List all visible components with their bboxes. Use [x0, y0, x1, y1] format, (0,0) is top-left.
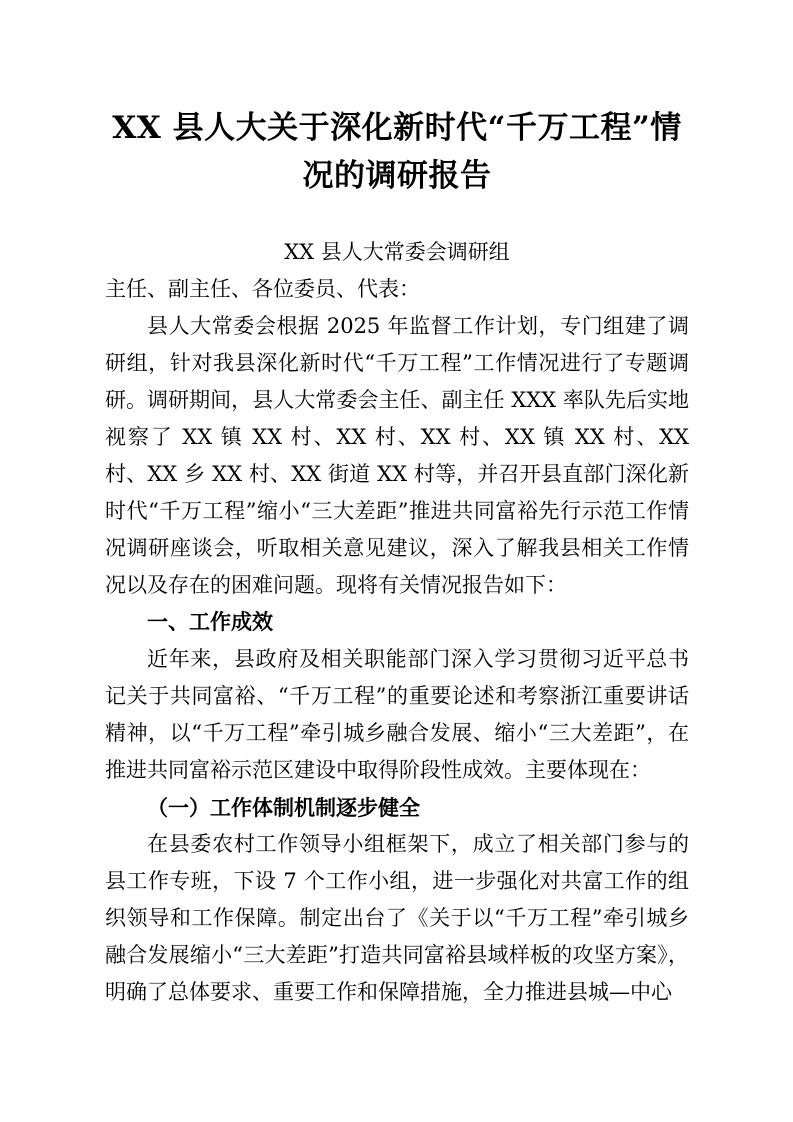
- document-content: [105, 0, 689, 1011]
- section-1-heading: 一、工作成效: [147, 610, 273, 634]
- subsection-1-1-heading: （一）工作体制机制逐步健全: [147, 795, 420, 820]
- salutation: 主任、副主任、各位委员、代表：: [105, 277, 420, 301]
- intro-paragraph: 县人大常委会根据 2025 年监督工作计划，专门组建了调研组，针对我县深化新时代“千万工程”工作情况进行了专题调研。调研期间，县人大常委会主任、副主任 XXX 率队先后实地视察了 XX 镇 XX 村、XX 村、XX 村、XX 镇 XX 村、XX 村、XX 乡 XX 村、XX 街道 XX 村等，并召开县直部门深化新时代“千万工程”缩小“三大差距”推进共同富裕先行示范工作情况调研座谈会，听取相关意见建议，深入了解我县相关工作情况以及存在的困难问题。现将有关情况报告如下：: [105, 314, 689, 597]
- document-title: XX 县人大关于深化新时代“千万工程”情况的调研报告: [112, 110, 682, 194]
- section-1-lead-paragraph: 近年来，县政府及相关职能部门深入学习贯彻习近平总书记关于共同富裕、“千万工程”的重要论述和考察浙江重要讲话精神，以“千万工程”牵引城乡融合发展、缩小“三大差距”，在推进共同富裕示范区建设中取得阶段性成效。主要体现在：: [105, 647, 689, 782]
- byline: XX 县人大常委会调研组: [284, 240, 510, 264]
- subsection-1-1-paragraph: 在县委农村工作领导小组框架下，成立了相关部门参与的县工作专班，下设 7 个工作小组，进一步强化对共富工作的组织领导和工作保障。制定出台了《关于以“千万工程”牵引城乡融合发展缩小“三大差距”打造共同富裕县域样板的攻坚方案》，明确了总体要求、重要工作和保障措施，全力推进县城—中心: [105, 832, 689, 1004]
